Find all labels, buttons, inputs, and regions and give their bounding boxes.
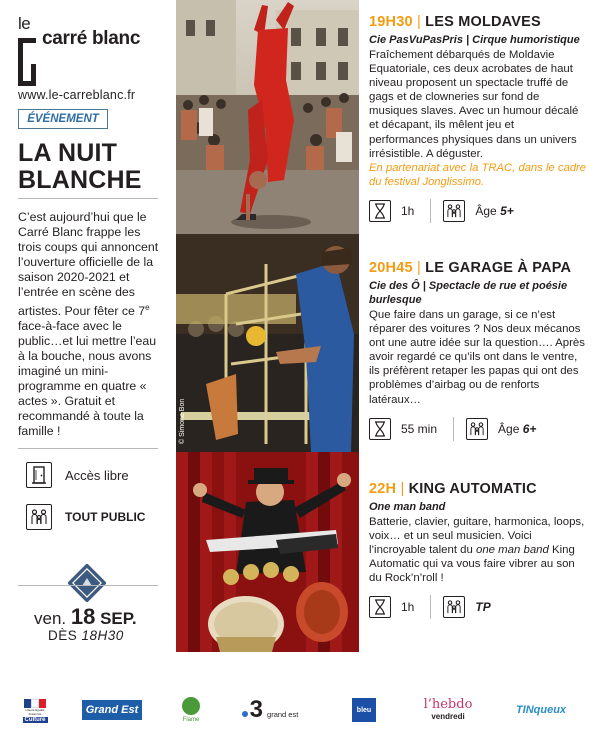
show-age [475, 204, 513, 218]
intro-p1: C’est aujourd’hui que le Carré Blanc frappe les trois coups qui annoncent l’ouverture officielle de la saison 2020-2021 et l’entrée en scène des artistes. Pour fêter ce 7 [18, 210, 159, 319]
divider [18, 448, 158, 449]
meta-divider [430, 199, 431, 223]
brand-name: carré blanc [42, 28, 141, 49]
photo-credit: © Simone Bon [179, 398, 186, 444]
show-description [369, 515, 586, 585]
event-date [34, 604, 137, 630]
meta-divider [430, 595, 431, 619]
show-heading [369, 14, 586, 30]
event-badge: ÉVÉNEMENT [18, 109, 108, 129]
family-icon [26, 504, 52, 530]
show-time: 22H [369, 481, 397, 497]
sponsor-logo-grand-est: Grand Est [82, 700, 142, 720]
show-description: Que faire dans un garage, si ce n’est réparer des voitures ? Nos deux mécanos ont une autre idée sur la question…. Après avoir regardé ce qu’ils ont dans le ventre, ils préfèrent retaper les papas qui ont des problèmes d’airbag ou de renforts latéraux… [369, 309, 585, 406]
show-les-moldaves [369, 14, 586, 223]
intro-text [18, 210, 166, 439]
sponsor-hebdo-title: l’hebdo [423, 697, 473, 712]
desc-part-a: Batterie, clavier, guitare, harmonica, loops, voix… et un seul musicien. Voici l’incroyable talent du [369, 516, 585, 557]
family-icon [466, 418, 488, 440]
date-divider [18, 585, 158, 586]
age-value: TP [475, 600, 491, 615]
diamond-date-icon [68, 564, 106, 602]
sponsor-logo-flame [176, 692, 206, 728]
date-from: DÈS [48, 628, 78, 643]
hourglass-icon [369, 596, 391, 618]
show-duration: 1h [401, 203, 415, 218]
sponsor-logo-bleu: bleu [352, 698, 376, 722]
show-company: One man band [369, 501, 446, 513]
desc-part-b: King Automatic qui va vous faire vibrer au son du Rock’n’roll ! [369, 544, 575, 585]
sponsor-f3-region: grand est [267, 709, 299, 719]
show-meta [369, 595, 586, 619]
show-duration: 1h [401, 600, 415, 615]
date-weekday: ven. [34, 609, 67, 628]
show-company: Cie des Ô | Spectacle de rue et poésie burlesque [369, 280, 568, 306]
show-heading [369, 260, 586, 276]
show-meta [369, 199, 586, 223]
heading-separator: | [400, 481, 405, 497]
age-label: Âge [475, 203, 497, 218]
sponsor-logo-hebdo [420, 694, 476, 726]
audience-label: TOUT PUBLIC [65, 510, 146, 524]
sponsor-culture-text: Culture [24, 717, 46, 723]
date-time-value: 18H30 [81, 628, 124, 643]
show-king-automatic [369, 481, 586, 619]
show-name: KING AUTOMATIC [408, 481, 537, 497]
access-free-label: Accès libre [65, 467, 129, 483]
age-label: Âge [498, 421, 520, 436]
heading-separator: | [416, 260, 421, 276]
door-icon [26, 462, 52, 488]
divider [18, 198, 158, 199]
page-title [18, 140, 168, 194]
sponsor-bar [0, 690, 600, 730]
desc-em: one man band [476, 544, 549, 557]
show-time: 19H30 [369, 14, 413, 30]
brand-le: le [18, 14, 31, 33]
event-start-time [48, 628, 124, 643]
show-duration: 55 min [401, 421, 438, 436]
show-time: 20H45 [369, 260, 413, 276]
website-url[interactable]: www.le-carreblanc.fr [18, 88, 136, 102]
sponsor-logo-culture [20, 696, 50, 726]
access-free-row [26, 462, 129, 488]
hourglass-icon [369, 200, 391, 222]
show-age [498, 422, 536, 436]
show-le-garage-a-papa [369, 260, 586, 441]
age-value: 5+ [500, 203, 514, 218]
family-icon [443, 596, 465, 618]
brand-logo [18, 14, 158, 84]
sponsor-logo-tinqueux: TINqueux [515, 704, 567, 716]
photo-king-automatic [176, 452, 359, 652]
title-line1: LA NUIT [18, 139, 118, 167]
show-company: Cie PasVuPasPris | Cirque humoristique [369, 34, 580, 46]
sponsor-logo-france3 [240, 696, 300, 724]
sponsor-hebdo-sub: vendredi [431, 712, 465, 721]
show-meta [369, 417, 586, 441]
carre-blanc-logo [18, 38, 40, 86]
show-heading [369, 481, 586, 497]
date-month: SEP. [100, 609, 137, 628]
age-value: 6+ [522, 421, 537, 436]
photo-le-garage-a-papa [176, 234, 359, 452]
show-description: Fraîchement débarqués de Moldavie Equatoriale, ces deux acrobates de haut niveau proposent un spectacle truffé de gags et de clowneries sur fond de musiques slaves. Avec un humour décalé et décapant, ils mêlent jeu et performances physiques dans un univers irrésistible. A déguster. [369, 49, 579, 160]
intro-p2: face-à-face avec le public…et lui mettre l’eau à la bouche, nous avons imaginé un mini-programme en quatre « actes ». Gratuit et recommandé à toute la famille ! [18, 319, 157, 439]
meta-divider [453, 417, 454, 441]
title-line2: BLANCHE [18, 166, 142, 194]
sponsor-rf-text: Liberté Égalité Fraternité [25, 708, 45, 716]
sponsor-flame-text: Flame [182, 717, 200, 723]
audience-row [26, 504, 145, 530]
show-age [475, 600, 490, 614]
photo-les-moldaves [176, 0, 359, 234]
show-partner-note: En partenariat avec la TRAC, dans le cadre du festival Jonglissimo. [369, 161, 586, 188]
hourglass-icon [369, 418, 391, 440]
show-name: LE GARAGE À PAPA [425, 260, 572, 276]
heading-separator: | [416, 14, 421, 30]
show-name: LES MOLDAVES [425, 14, 541, 30]
intro-sup: e [145, 303, 150, 312]
family-icon [443, 200, 465, 222]
date-day: 18 [70, 604, 96, 629]
sponsor-f3-number: 3 [249, 696, 264, 723]
